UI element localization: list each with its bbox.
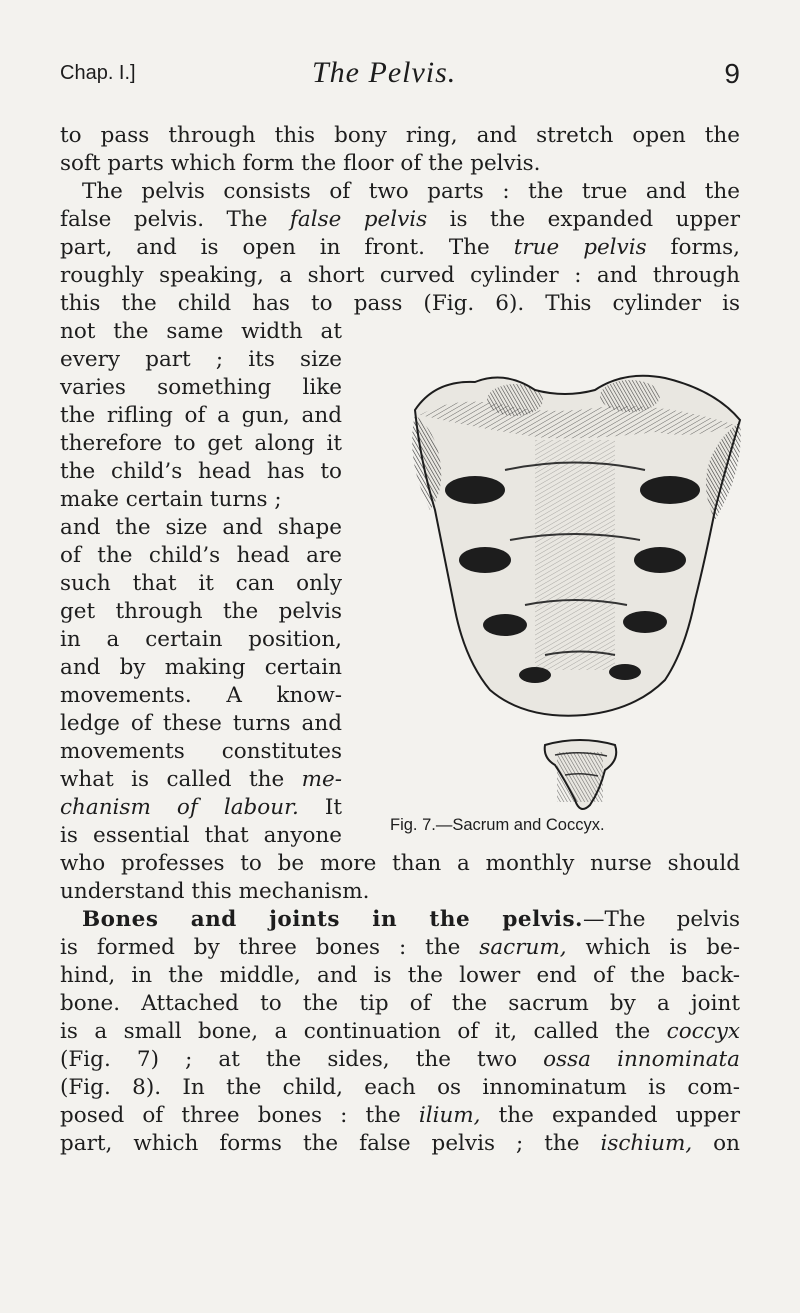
term-sacrum: sacrum, [479, 935, 567, 960]
term-true-pelvis: true pelvis [513, 235, 647, 260]
chapter-label: Chap. I.] [60, 62, 136, 84]
section-heading: Bones and joints in the pelvis. [82, 907, 584, 932]
figure-caption: Fig. 7.—Sacrum and Coccyx. [390, 816, 605, 834]
term-ischium: ischium, [600, 1131, 693, 1156]
running-title: The Pelvis. [312, 56, 457, 89]
text-line: (Fig. 7) ; at the sides, the two ossa innominata [60, 1047, 740, 1072]
text-line: and the size and shape [60, 515, 342, 540]
term-ilium: ilium, [418, 1103, 481, 1128]
text-line: part, which forms the false pelvis ; the ischium, on [60, 1131, 740, 1156]
text-line: (Fig. 8). In the child, each os innominatum is com- [60, 1075, 740, 1100]
text-line: make certain turns ; [60, 487, 282, 512]
text-line: the rifling of a gun, and [60, 403, 342, 428]
text-line: chanism of labour. It [60, 795, 342, 820]
text-line: such that it can only [60, 571, 342, 596]
term-coccyx: coccyx [666, 1019, 740, 1044]
text-line: hind, in the middle, and is the lower end of the back- [60, 963, 740, 988]
sacrum-coccyx-illustration [395, 360, 745, 830]
text-line: of the child’s head are [60, 543, 342, 568]
text-line: not the same width at [60, 319, 342, 344]
text-line: who professes to be more than a monthly nurse should [60, 851, 740, 876]
text-line: false pelvis. The false pelvis is the expanded upper [60, 207, 741, 232]
text-line: soft parts which form the floor of the pelvis. [60, 151, 541, 176]
text-line: Bones and joints in the pelvis.—The pelvis [82, 907, 740, 932]
text-line: what is called the me- [60, 767, 342, 792]
text-line: in a certain position, [60, 627, 342, 652]
text-line: ledge of these turns and [60, 711, 342, 736]
text-line: therefore to get along it [60, 431, 342, 456]
page-number: 9 [724, 58, 740, 89]
text-line: posed of three bones : the ilium, the expanded upper [60, 1103, 740, 1128]
text-line: the child’s head has to [60, 459, 342, 484]
text-line: every part ; its size [60, 347, 342, 372]
text-line: bone. Attached to the tip of the sacrum by a joint [60, 991, 740, 1016]
text-line: understand this mechanism. [60, 879, 370, 904]
text-line: and by making certain [60, 655, 342, 680]
text-line: roughly speaking, a short curved cylinder : and through [60, 263, 740, 288]
text-line: part, and is open in front. The true pelvis forms, [60, 235, 740, 260]
term-ossa-innominata: ossa innominata [543, 1047, 740, 1072]
term-false-pelvis: false pelvis [289, 207, 428, 232]
text-line: is formed by three bones : the sacrum, which is be- [60, 935, 740, 960]
text-line: this the child has to pass (Fig. 6). This cylinder is [60, 291, 740, 316]
text-line: is a small bone, a continuation of it, called the coccyx [60, 1019, 740, 1044]
text-line: movements constitutes [60, 739, 342, 764]
text-line: varies something like [60, 375, 342, 400]
sacrum-icon [395, 360, 745, 830]
text-line: is essential that anyone [60, 823, 342, 848]
text-line: movements. A know- [60, 683, 342, 708]
term-mechanism: me- [301, 767, 342, 792]
text-line: The pelvis consists of two parts : the true and the [82, 179, 740, 204]
text-line: get through the pelvis [60, 599, 342, 624]
term-mechanism-cont: chanism of labour. [60, 795, 299, 820]
running-header [60, 56, 740, 102]
text-line: to pass through this bony ring, and stretch open the [60, 123, 740, 148]
